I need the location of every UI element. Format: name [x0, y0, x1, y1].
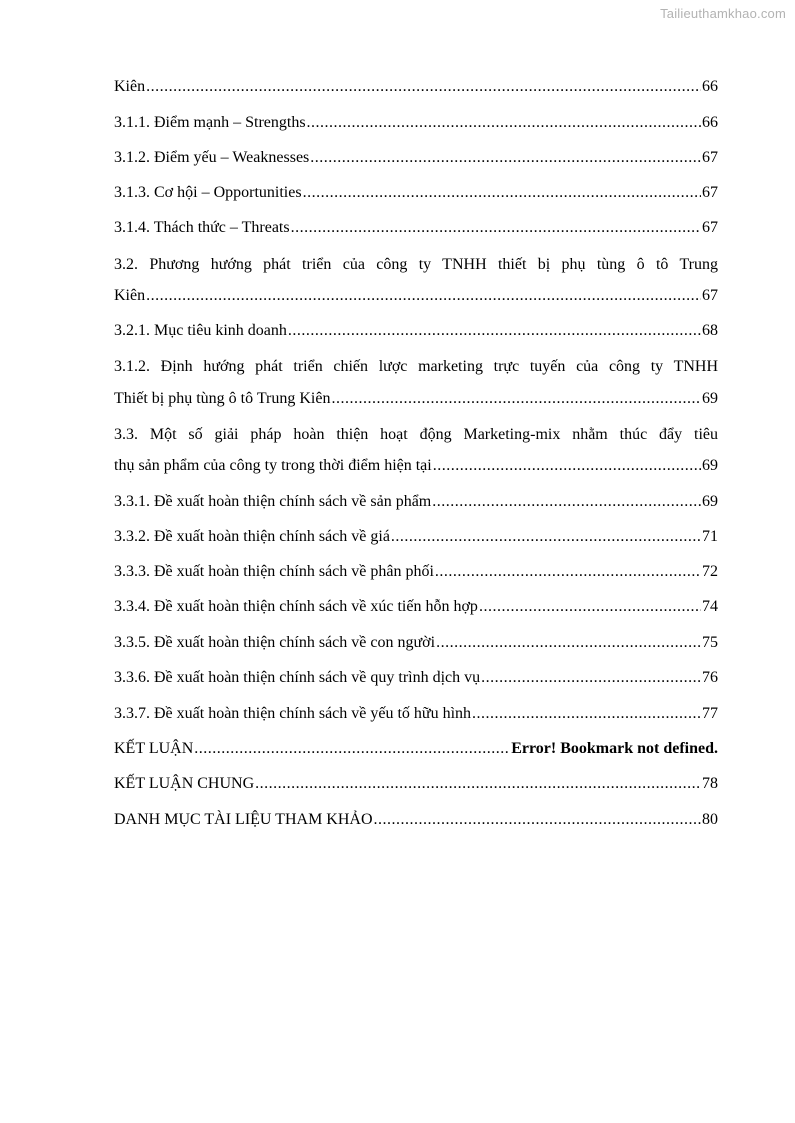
toc-entry[interactable] [114, 182, 718, 204]
dot-leader [194, 738, 510, 760]
toc-entry-title: 3.1.1. Điểm mạnh – Strengths [114, 114, 306, 131]
toc-entry[interactable] [114, 491, 718, 513]
toc-entry-page: 69 [702, 493, 718, 510]
dot-leader [288, 320, 701, 342]
toc-entry-title: 3.1.2. Điểm yếu – Weaknesses [114, 149, 310, 166]
toc-entry-title: 3.3.6. Đề xuất hoàn thiện chính sách về quy trình dịch vụ [114, 669, 481, 686]
dot-leader [435, 561, 701, 583]
toc-entry[interactable] [114, 455, 718, 477]
toc-entry-page: 68 [702, 322, 718, 339]
toc-entry[interactable] [114, 667, 718, 689]
toc-entry[interactable] [114, 703, 718, 725]
toc-entry-page: 74 [702, 598, 718, 615]
dot-leader [481, 667, 701, 689]
toc-entry[interactable] [114, 320, 718, 342]
toc-entry-page: 66 [702, 114, 718, 131]
toc-entry-title: 3.3.2. Đề xuất hoàn thiện chính sách về giá [114, 528, 390, 545]
toc-entry[interactable] [114, 632, 718, 654]
toc-entry[interactable] [114, 596, 718, 618]
dot-leader [472, 703, 701, 725]
dot-leader [331, 388, 701, 410]
toc-entry-page: 67 [702, 219, 718, 236]
toc-entry-title: 3.2.1. Mục tiêu kinh doanh [114, 322, 287, 339]
toc-entry-title: DANH MỤC TÀI LIỆU THAM KHẢO [114, 811, 373, 828]
toc-entry-title: 3.1.4. Thách thức – Threats [114, 219, 290, 236]
toc-entry-page: 80 [702, 811, 718, 828]
watermark-text: Tailieuthamkhao.com [660, 6, 786, 21]
toc-entry-title: Thiết bị phụ tùng ô tô Trung Kiên [114, 390, 331, 407]
toc-entry-title: KẾT LUẬN CHUNG [114, 775, 255, 792]
dot-leader [433, 455, 701, 477]
dot-leader [146, 285, 701, 307]
toc-entry-page: 67 [702, 149, 718, 166]
dot-leader [255, 773, 701, 795]
dot-leader [303, 182, 701, 204]
toc-entry-page: 66 [702, 78, 718, 95]
toc-entry-first-line[interactable]: 3.3. Một số giải pháp hoàn thiện hoạt động Marketing-mix nhằm thúc đẩy tiêu [114, 426, 718, 443]
toc-entry-page: 67 [702, 287, 718, 304]
toc-entry-page-error: Error! Bookmark not defined. [511, 740, 718, 757]
dot-leader [391, 526, 701, 548]
dot-leader [291, 217, 701, 239]
toc-entry-title: 3.3.3. Đề xuất hoàn thiện chính sách về phân phối [114, 563, 434, 580]
toc-entry[interactable] [114, 217, 718, 239]
dot-leader [432, 491, 701, 513]
toc-entry-title: 3.3.1. Đề xuất hoàn thiện chính sách về sản phẩm [114, 493, 432, 510]
toc-entry[interactable] [114, 76, 718, 98]
toc-entry-first-line[interactable]: 3.2. Phương hướng phát triển của công ty TNHH thiết bị phụ tùng ô tô Trung [114, 256, 718, 273]
toc-entry[interactable] [114, 738, 718, 760]
toc-entry[interactable] [114, 147, 718, 169]
toc-entry-page: 69 [702, 457, 718, 474]
toc-entry-title: Kiên [114, 287, 146, 304]
dot-leader [436, 632, 701, 654]
toc-entry[interactable] [114, 388, 718, 410]
toc-entry-page: 69 [702, 390, 718, 407]
dot-leader [310, 147, 701, 169]
dot-leader [374, 809, 701, 831]
toc-entry-title: Kiên [114, 78, 146, 95]
dot-leader [479, 596, 701, 618]
toc-entry-title: thụ sản phẩm của công ty trong thời điểm hiện tại [114, 457, 432, 474]
toc-entry-page: 77 [702, 705, 718, 722]
toc-entry-page: 78 [702, 775, 718, 792]
toc-entry-page: 71 [702, 528, 718, 545]
toc-entry[interactable] [114, 809, 718, 831]
toc-entry-title: 3.3.5. Đề xuất hoàn thiện chính sách về con người [114, 634, 436, 651]
toc-entry-title: 3.3.7. Đề xuất hoàn thiện chính sách về yếu tố hữu hình [114, 705, 472, 722]
toc-entry-title: 3.3.4. Đề xuất hoàn thiện chính sách về xúc tiến hỗn hợp [114, 598, 478, 615]
toc-entry[interactable] [114, 112, 718, 134]
toc-entry[interactable] [114, 561, 718, 583]
dot-leader [146, 76, 701, 98]
toc-entry[interactable] [114, 526, 718, 548]
toc-entry-title: KẾT LUẬN [114, 740, 194, 757]
toc-entry-page: 72 [702, 563, 718, 580]
dot-leader [307, 112, 701, 134]
toc-entry-page: 75 [702, 634, 718, 651]
toc-entry-page: 76 [702, 669, 718, 686]
toc-entry[interactable] [114, 285, 718, 307]
toc-entry-page: 67 [702, 184, 718, 201]
toc-entry-first-line[interactable]: 3.1.2. Định hướng phát triển chiến lược marketing trực tuyến của công ty TNHH [114, 358, 718, 375]
toc-entry[interactable] [114, 773, 718, 795]
toc-entry-title: 3.1.3. Cơ hội – Opportunities [114, 184, 302, 201]
